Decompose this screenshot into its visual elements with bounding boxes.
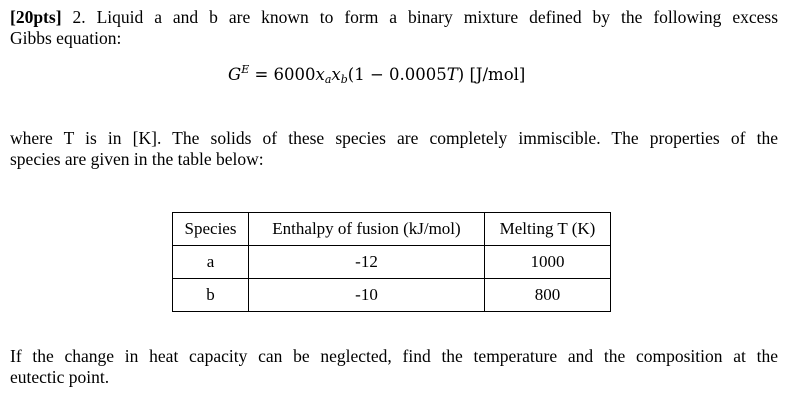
- eq-close: ): [457, 65, 465, 84]
- cell-melting-t: 800: [485, 279, 611, 312]
- eq-lhs-sup: E: [241, 63, 250, 76]
- table-row: [173, 246, 611, 279]
- points-label: [20pts]: [10, 7, 62, 27]
- problem-question: [10, 346, 778, 388]
- header-enthalpy: Enthalpy of fusion (kJ/mol): [249, 213, 485, 246]
- question-line-1: If the change in heat capacity can be neglected, find the temperature and the composition at the: [10, 346, 778, 366]
- intro-text-line-1: 2. Liquid a and b are known to form a binary mixture defined by the following excess: [61, 7, 778, 27]
- cell-species: b: [173, 279, 249, 312]
- eq-sub-b: b: [340, 73, 348, 86]
- eq-sub-a: a: [324, 73, 332, 86]
- header-species: Species: [173, 213, 249, 246]
- where-line-1: where T is in [K]. The solids of these species are completely immiscible. The properties of the: [10, 128, 778, 148]
- eq-units: [J/mol]: [464, 65, 526, 84]
- excess-gibbs-equation: [228, 63, 525, 86]
- intro-line-1: [10, 7, 778, 28]
- eq-xb: x: [331, 65, 341, 84]
- cell-enthalpy: -10: [249, 279, 485, 312]
- eq-coefficient: = 6000: [249, 65, 316, 84]
- problem-where: [10, 128, 778, 170]
- cell-species: a: [173, 246, 249, 279]
- header-melting-t: Melting T (K): [485, 213, 611, 246]
- where-line-2: species are given in the table below:: [10, 149, 264, 169]
- eq-T: T: [446, 65, 458, 84]
- eq-lhs: G: [228, 65, 242, 84]
- question-line-2: eutectic point.: [10, 367, 110, 387]
- table-header-row: [173, 213, 611, 246]
- species-properties-table: [172, 212, 611, 312]
- intro-line-2: Gibbs equation:: [10, 28, 122, 48]
- problem-intro: [10, 7, 778, 49]
- cell-enthalpy: -12: [249, 246, 485, 279]
- table-row: [173, 279, 611, 312]
- eq-factor: (1 − 0.0005: [347, 65, 447, 84]
- eq-xa: x: [315, 65, 325, 84]
- cell-melting-t: 1000: [485, 246, 611, 279]
